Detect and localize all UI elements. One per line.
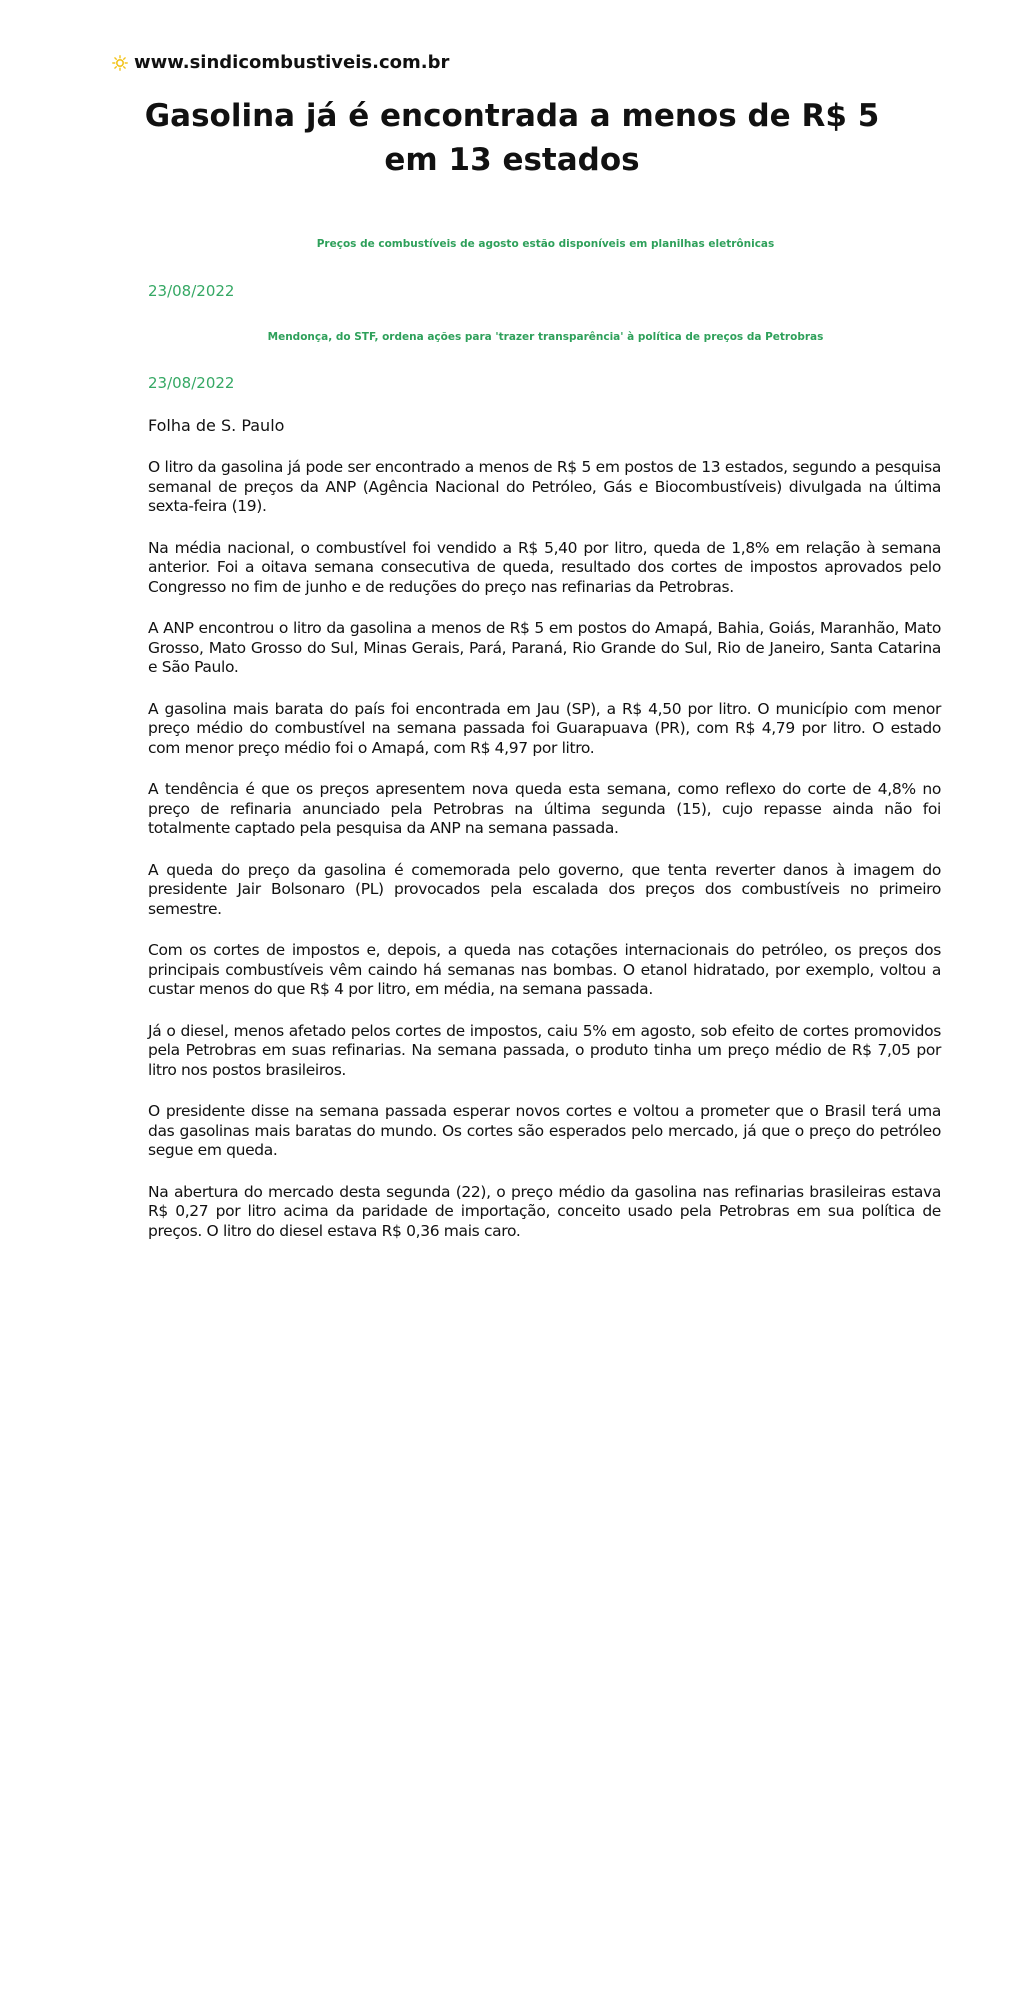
article-paragraph: O presidente disse na semana passada esperar novos cortes e voltou a prometer que o Brasil terá uma das gasolinas mais baratas do mundo. Os cortes são esperados pelo mercado, já que o preço do petróleo segue em queda.: [148, 1102, 941, 1159]
site-header: [112, 52, 449, 73]
article-body: [148, 458, 941, 1263]
article-source: Folha de S. Paulo: [148, 416, 285, 435]
sun-icon: [112, 55, 128, 71]
article-paragraph: Na média nacional, o combustível foi vendido a R$ 5,40 por litro, queda de 1,8% em relação à semana anterior. Foi a oitava semana consecutiva de queda, resultado dos cortes de impostos aprovados pelo Congresso no fim de junho e de reduções do preço nas refinarias da Petrobras.: [148, 538, 941, 596]
article-paragraph: O litro da gasolina já pode ser encontrado a menos de R$ 5 em postos de 13 estados, segundo a pesquisa semanal de preços da ANP (Agência Nacional do Petróleo, Gás e Biocombustíveis) divulgada na última sexta-feira (19).: [148, 458, 941, 515]
site-url: www.sindicombustiveis.com.br: [134, 52, 450, 73]
related-article-link-1[interactable]: Preços de combustíveis de agosto estão disponíveis em planilhas eletrônicas: [316, 238, 775, 250]
article-paragraph: A ANP encontrou o litro da gasolina a menos de R$ 5 em postos do Amapá, Bahia, Goiás, Maranhão, Mato Grosso, Mato Grosso do Sul, Minas Gerais, Pará, Paraná, Rio Grande do Sul, Rio de Janeiro, Santa Catarina e São Paulo.: [148, 619, 941, 676]
article-paragraph: A queda do preço da gasolina é comemorada pelo governo, que tenta reverter danos à imagem do presidente Jair Bolsonaro (PL) provocados pela escalada dos preços dos combustíveis no primeiro semestre.: [148, 860, 941, 918]
article-paragraph: Já o diesel, menos afetado pelos cortes de impostos, caiu 5% em agosto, sob efeito de cortes promovidos pela Petrobras em suas refinarias. Na semana passada, o produto tinha um preço médio de R$ 7,05 por litro nos postos brasileiros.: [148, 1021, 941, 1079]
article-paragraph: Com os cortes de impostos e, depois, a queda nas cotações internacionais do petróleo, os preços dos principais combustíveis vêm caindo há semanas nas bombas. O etanol hidratado, por exemplo, voltou a custar menos do que R$ 4 por litro, em média, na semana passada.: [148, 941, 941, 998]
related-article-date-2: 23/08/2022: [148, 374, 235, 392]
article-title: Gasolina já é encontrada a menos de R$ 5 em 13 estados: [144, 98, 880, 178]
article-paragraph: A gasolina mais barata do país foi encontrada em Jau (SP), a R$ 4,50 por litro. O município com menor preço médio do combustível na semana passada foi Guarapuava (PR), com R$ 4,79 por litro. O estado com menor preço médio foi o Amapá, com R$ 4,97 por litro.: [148, 699, 941, 757]
article-paragraph: A tendência é que os preços apresentem nova queda esta semana, como reflexo do corte de 4,8% no preço de refinaria anunciado pela Petrobras na última segunda (15), cujo repasse ainda não foi totalmente captado pela pesquisa da ANP na semana passada.: [148, 780, 941, 837]
article-paragraph: Na abertura do mercado desta segunda (22), o preço médio da gasolina nas refinarias brasileiras estava R$ 0,27 por litro acima da paridade de importação, conceito usado pela Petrobras em sua política de preços. O litro do diesel estava R$ 0,36 mais caro.: [148, 1182, 941, 1240]
related-article-link-2[interactable]: Mendonça, do STF, ordena ações para 'trazer transparência' à política de preços da Petrobras: [267, 331, 824, 343]
related-article-date-1: 23/08/2022: [148, 282, 235, 300]
